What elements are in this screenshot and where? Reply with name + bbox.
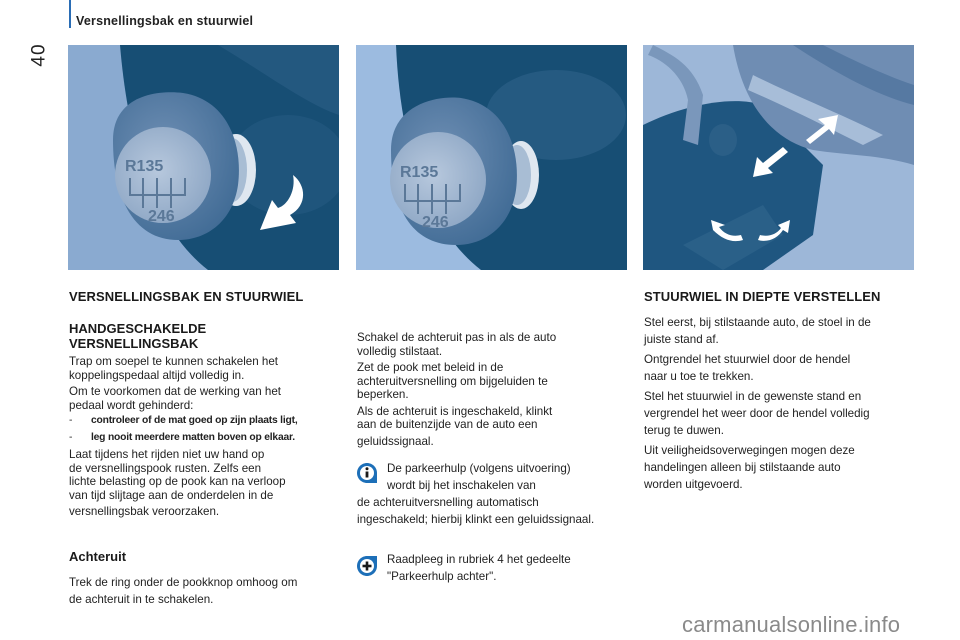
right-paragraphs: [644, 314, 871, 493]
svg-text:R135: R135: [400, 164, 439, 181]
info-note-text: [357, 460, 594, 528]
text-line: Als de achteruit is ingeschakeld, klinkt: [357, 404, 553, 418]
text-line: terug te duwen.: [644, 424, 724, 437]
text-line: ingeschakeld; hierbij klinkt een geluidssignaal.: [357, 513, 595, 526]
text-line: koppelingspedaal altijd volledig in.: [69, 368, 245, 382]
section-title-line2: VERSNELLINGSBAK: [69, 336, 199, 351]
header-accent-bar: [69, 0, 71, 28]
text-line: De parkeerhulp (volgens uitvoering): [387, 462, 571, 475]
svg-text:246: 246: [148, 208, 175, 225]
header-title: Versnellingsbak en stuurwiel: [76, 14, 254, 28]
text-line: juiste stand af.: [644, 333, 719, 346]
ref-note-text: [387, 551, 571, 585]
left-paragraphs: [69, 355, 297, 519]
svg-text:246: 246: [422, 214, 449, 231]
text-line: Stel het stuurwiel in de gewenste stand en: [644, 390, 862, 403]
text-line: Ontgrendel het stuurwiel door de hendel: [644, 353, 851, 366]
svg-text:R135: R135: [125, 158, 164, 175]
section-title-manual-gearbox: [69, 321, 206, 351]
text-line: Raadpleeg in rubriek 4 het gedeelte: [387, 553, 571, 566]
text-line: pedaal wordt gehinderd:: [69, 398, 194, 412]
text-line: Laat tijdens het rijden niet uw hand op: [69, 448, 265, 461]
text-line: Zet de pook met beleid in de: [357, 361, 504, 374]
plus-icon: [356, 555, 376, 575]
text-line: Om te voorkomen dat de werking van het: [69, 385, 282, 398]
illustration-gear-knob-reverse: [356, 45, 627, 270]
section-title-reverse: Achteruit: [69, 549, 127, 564]
main-title: VERSNELLINGSBAK EN STUURWIEL: [69, 289, 304, 304]
text-line: beperken.: [357, 388, 409, 401]
text-line: achteruitversnelling om bijgeluiden te: [357, 374, 548, 388]
illustration-steering-column: [643, 45, 914, 270]
section-title-line1: HANDGESCHAKELDE: [69, 321, 207, 336]
bullet-item: - controleer of de mat goed op zijn plaats ligt,: [69, 415, 298, 426]
page-number-text: 40: [28, 43, 50, 67]
text-line: vergrendel het weer door de hendel volledig: [644, 407, 870, 420]
text-line: wordt bij het inschakelen van: [387, 479, 536, 492]
bullet-item: - leg nooit meerdere matten boven op elkaar.: [69, 432, 295, 443]
text-line: handelingen alleen bij stilstaande auto: [644, 461, 841, 474]
text-line: geluidssignaal.: [357, 434, 434, 448]
text-line: de achteruitversnelling automatisch: [357, 496, 539, 509]
text-line: Trek de ring onder de pookknop omhoog om: [69, 576, 298, 589]
watermark-link[interactable]: carmanualsonline.info: [682, 612, 901, 637]
text-line: versnellingsbak veroorzaken.: [69, 505, 220, 518]
reverse-text: [69, 574, 297, 608]
text-line: de versnellingspook rusten. Zelfs een: [69, 461, 262, 475]
text-line: Trap om soepel te kunnen schakelen het: [69, 355, 279, 368]
text-line: volledig stilstaat.: [357, 344, 443, 358]
text-line: Stel eerst, bij stilstaande auto, de stoel in de: [644, 316, 871, 329]
middle-paragraphs: [357, 331, 556, 448]
text-line: Schakel de achteruit pas in als de auto: [357, 331, 557, 344]
text-line: aan de buitenzijde van de auto een: [357, 418, 538, 431]
text-line: van tijd slijtage aan de onderdelen in de: [69, 488, 274, 502]
illustration-gear-knob-ring: [68, 45, 339, 270]
steering-title: STUURWIEL IN DIEPTE VERSTELLEN: [644, 289, 881, 304]
text-line: de achteruit in te schakelen.: [69, 593, 214, 606]
text-line: worden uitgevoerd.: [644, 478, 743, 491]
text-line: naar u toe te trekken.: [644, 370, 754, 383]
text-line: Uit veiligheidsoverwegingen mogen deze: [644, 444, 855, 457]
text-line: lichte belasting op de pook kan na verloop: [69, 475, 286, 488]
text-line: "Parkeerhulp achter".: [387, 570, 497, 583]
page-number: [30, 40, 50, 70]
